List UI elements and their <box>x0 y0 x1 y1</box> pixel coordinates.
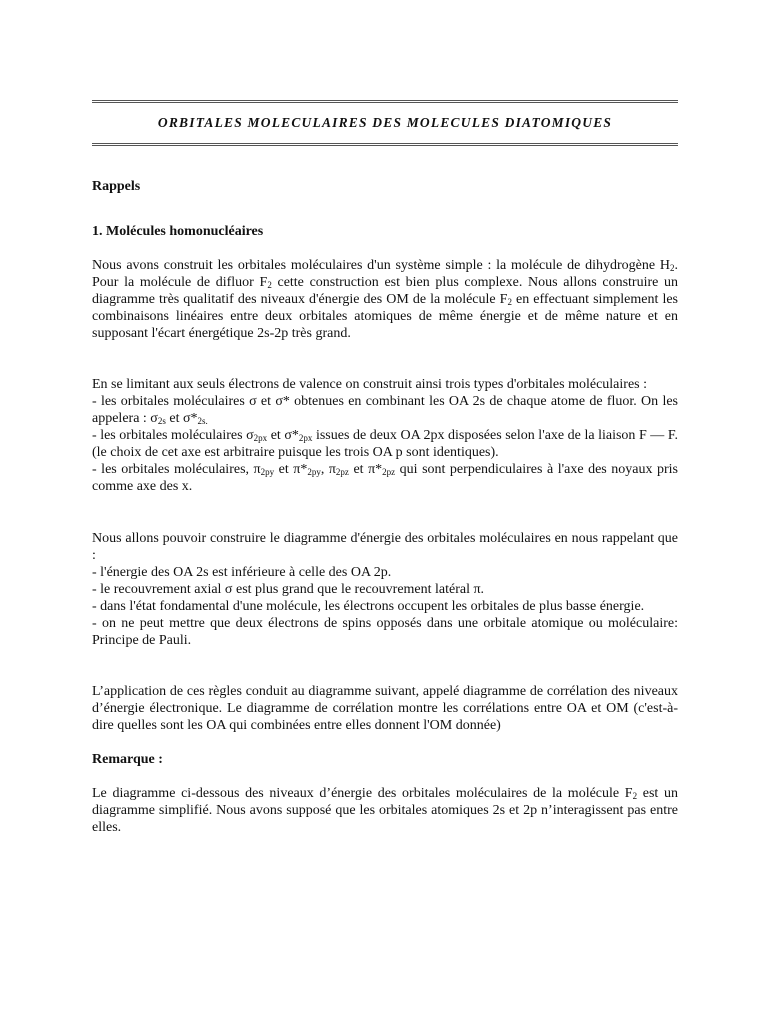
list-item-rule-3: - dans l'état fondamental d'une molécule, les électrons occupent les orbitales de plus basse énergie. <box>92 599 645 614</box>
paragraph-remarque: Le diagramme ci-dessous des niveaux d’énergie des orbitales moléculaires de la molécule $F_2$ est un diagramme simplifié. Nous avons supposé que les orbitales atomiques 2s et 2p n’interagissent pas entre elles. <box>92 786 679 835</box>
document-page <box>92 100 679 835</box>
orbital-types-intro: En se limitant aux seuls électrons de valence on construit ainsi trois types d'orbitales moléculaires : <box>92 377 647 392</box>
list-item-pi: - les orbitales moléculaires, $\pi_{2py}$ et $\pi*_{2py}$, $\pi_{2pz}$ et $\pi*_{2pz}$ qui sont perpendiculaires à l'axe des noyaux pris comme axe des x. <box>92 462 678 494</box>
document-title: ORBITALES MOLECULAIRES DES MOLECULES DIATOMIQUES <box>157 115 613 130</box>
paragraph-orbital-types <box>92 376 678 495</box>
heading-rappels: Rappels <box>92 179 141 194</box>
list-item-sigma-2s: - les orbitales moléculaires σ et σ* obtenues en combinant les OA 2s de chaque atome de fluor. On les appelera : $\sigma_{2s}$ et $\sigma*_{2s.}$ <box>92 394 678 426</box>
list-item-rule-4: - on ne peut mettre que deux électrons de spins opposés dans une orbitale atomique ou moléculaire: Principe de Pauli. <box>92 616 678 648</box>
list-item-rule-1: - l'énergie des OA 2s est inférieure à celle des OA 2p. <box>92 565 392 580</box>
paragraph-intro: Nous avons construit les orbitales moléculaires d'un système simple : la molécule de dihydrogène $H_2$. Pour la molécule de difluor $F_2$ cette construction est bien plus complexe. Nous allons construire un diagramme très qualitatif des niveaux d'énergie des OM de la molécule $F_2$ en effectuant simplement les combinaisons linéaires entre deux orbitales atomiques de même énergie et de même nature et en supposant l'écart énergétique 2s-2p très grand. <box>92 258 679 341</box>
paragraph-rules <box>92 530 678 649</box>
paragraph-correlation: L’application de ces règles conduit au diagramme suivant, appelé diagramme de corrélation des niveaux d’énergie électronique. Le diagramme de corrélation montre les corrélations entre OA et OM (c'est-à-dire quelles sont les OA qui combinées entre elles donnent l'OM donnée) <box>92 684 678 733</box>
list-item-rule-2: - le recouvrement axial σ est plus grand que le recouvrement latéral π. <box>92 582 485 597</box>
heading-section-1: 1. Molécules homonucléaires <box>92 224 264 239</box>
heading-remarque: Remarque : <box>92 752 163 767</box>
list-item-sigma-2px: - les orbitales moléculaires $\sigma_{2px}$ et $\sigma*_{2px}$ issues de deux OA 2px disposées selon l'axe de la liaison F — F. (le choix de cet axe est arbitraire puisque les trois OA p sont identiques). <box>92 428 679 460</box>
title-box <box>92 100 678 146</box>
rules-intro: Nous allons pouvoir construire le diagramme d'énergie des orbitales moléculaires en nous rappelant que : <box>92 531 678 563</box>
